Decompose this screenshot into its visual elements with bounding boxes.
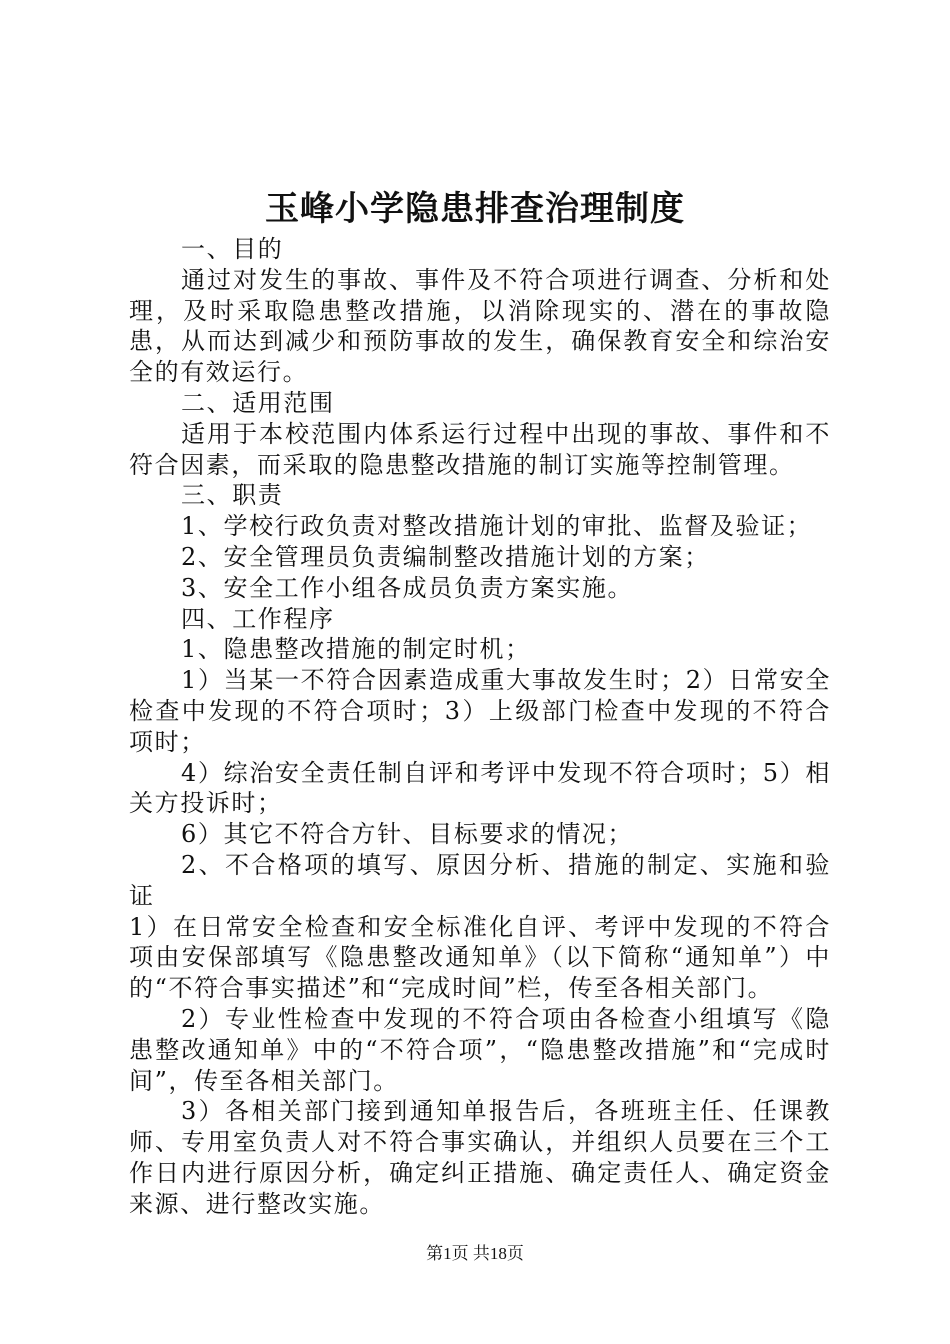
paragraph-procedure-2: 2、不合格项的填写、原因分析、措施的制定、实施和验证 [129, 850, 831, 910]
section-heading-purpose: 一、目的 [181, 235, 284, 263]
paragraph-timing-1: 1）当某一不符合因素造成重大事故发生时；2）日常安全检查中发现的不符合项时；3）上级部门检查中发现的不符合项时； [129, 666, 831, 756]
section-heading-duties: 三、职责 [181, 481, 284, 510]
paragraph-duty-2: 2、安全管理员负责编制整改措施计划的方案； [181, 542, 710, 571]
page-number-footer: 第1页 共18页 [426, 1244, 524, 1263]
paragraph-timing-3: 6）其它不符合方针、目标要求的情况； [181, 820, 634, 849]
paragraph-duty-1: 1、学校行政负责对整改措施计划的审批、监督及验证； [181, 512, 813, 541]
paragraph-scope: 适用于本校范围内体系运行过程中出现的事故、事件和不符合因素，而采取的隐患整改措施的制订实施等控制管理。 [129, 419, 831, 479]
paragraph-procedure-1: 1、隐患整改措施的制定时机； [181, 635, 531, 664]
paragraph-purpose: 通过对发生的事故、事件及不符合项进行调查、分析和处理，及时采取隐患整改措施，以消除现实的、潜在的事故隐患，从而达到减少和预防事故的发生，确保教育安全和综治安全的有效运行。 [129, 265, 831, 387]
paragraph-timing-2: 4）综治安全责任制自评和考评中发现不符合项时；5）相关方投诉时； [129, 758, 831, 818]
document-body [129, 234, 831, 1220]
section-heading-scope: 二、适用范围 [181, 388, 335, 417]
document-title: 玉峰小学隐患排查治理制度 [265, 189, 685, 229]
section-heading-procedure: 四、工作程序 [181, 604, 335, 633]
paragraph-step-2: 2）专业性检查中发现的不符合项由各检查小组填写《隐患整改通知单》中的“不符合项”，“隐患整改措施”和“完成时间”，传至各相关部门。 [129, 1004, 831, 1095]
paragraph-step-1: 1）在日常安全检查和安全标准化自评、考评中发现的不符合项由安保部填写《隐患整改通知单》（以下简称“通知单”）中的“不符合事实描述”和“完成时间”栏，传至各相关部门。 [129, 912, 831, 1003]
paragraph-duty-3: 3、安全工作小组各成员负责方案实施。 [181, 573, 634, 602]
paragraph-step-3: 3）各相关部门接到通知单报告后，各班班主任、任课教师、专用室负责人对不符合事实确认，并组织人员要在三个工作日内进行原因分析，确定纠正措施、确定责任人、确定资金来源、进行整改实施。 [129, 1097, 831, 1218]
